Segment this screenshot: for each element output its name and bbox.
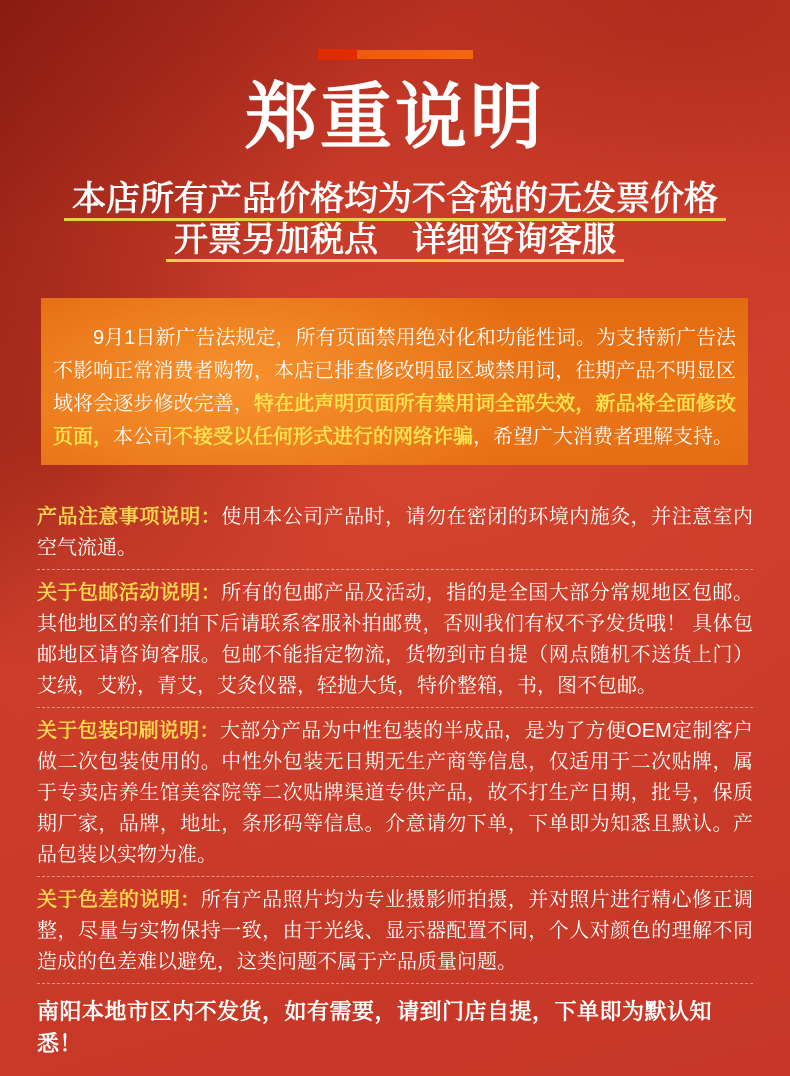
notice-section	[37, 569, 753, 707]
notice-text	[53, 322, 736, 454]
section-text: 所有产品照片均为专业摄影师拍摄，并对照片进行精心修正调整，尽量与实物保持一致，由于光线、显示器配置不同，个人对颜色的理解不同造成的色差难以避免，这类问题不属于产品质量问题。	[37, 889, 754, 973]
footer-note: 南阳本地市区内不发货，如有需要，请到门店自提，下单即为默认知悉！	[37, 983, 753, 1060]
notice-segment: ，希望广大消费者理解支持。	[473, 426, 733, 448]
headline-line2-text: 开票另加税点 详细咨询客服	[166, 222, 624, 262]
notice-highlight-segment: 不接受以任何形式进行的网络诈骗	[173, 426, 473, 448]
section-label: 关于包装印刷说明：	[37, 720, 220, 742]
notice-section	[37, 494, 753, 569]
section-text: 所有的包邮产品及活动，指的是全国大部分常规地区包邮。其他地区的亲们拍下后请联系客服补拍邮费，否则我们有权不予发货哦！ 具体包邮地区请咨询客服。包邮不能指定物流，货物到市自提（网点随机不送货上门）艾绒，艾粉，青艾，艾灸仪器，轻抛大货，特价整箱，书，图不包邮。	[37, 582, 754, 697]
sections-list	[37, 494, 753, 983]
accent-bar-right-segment	[357, 50, 473, 59]
notice-segment: 本公司	[113, 426, 173, 448]
sections-area	[37, 494, 753, 1060]
section-label: 产品注意事项说明：	[37, 506, 222, 528]
notice-section	[37, 707, 753, 876]
headline-line1-text: 本店所有产品价格均为不含税的无发票价格	[64, 181, 726, 221]
section-label: 关于包邮活动说明：	[37, 582, 222, 604]
notice-segment: 9月1日新广告法规定，所有页面禁用绝对化和功能性词。为支持新广告法不影响正常消费者购物，本店已排查修改明显区域禁用词，往期产品不明显区域将会逐步修改完善，	[53, 327, 736, 415]
accent-bar-left-segment	[318, 49, 357, 60]
headline-line2	[0, 222, 790, 262]
headline-block	[0, 181, 790, 263]
section-text: 大部分产品为中性包装的半成品，是为了方便OEM定制客户做二次包装使用的。中性外包装无日期无生产商等信息，仅适用于二次贴牌，属于专卖店养生馆美容院等二次贴牌渠道专供产品，故不打生产日期，批号，保质期厂家，品牌，地址，条形码等信息。介意请勿下单，下单即为知悉且默认。产品包装以实物为准。	[37, 720, 754, 866]
headline-line1	[0, 181, 790, 221]
page-title: 郑重说明	[244, 78, 545, 158]
notice-box	[41, 298, 748, 465]
notice-section	[37, 876, 753, 983]
section-text: 使用本公司产品时，请勿在密闭的环境内施灸，并注意室内空气流通。	[37, 506, 754, 559]
top-accent-bar	[0, 49, 790, 60]
section-label: 关于色差的说明：	[37, 889, 201, 911]
notice-highlight-segment: 特在此声明页面所有禁用词全部失效，新品将全面修改页面，	[53, 393, 737, 448]
